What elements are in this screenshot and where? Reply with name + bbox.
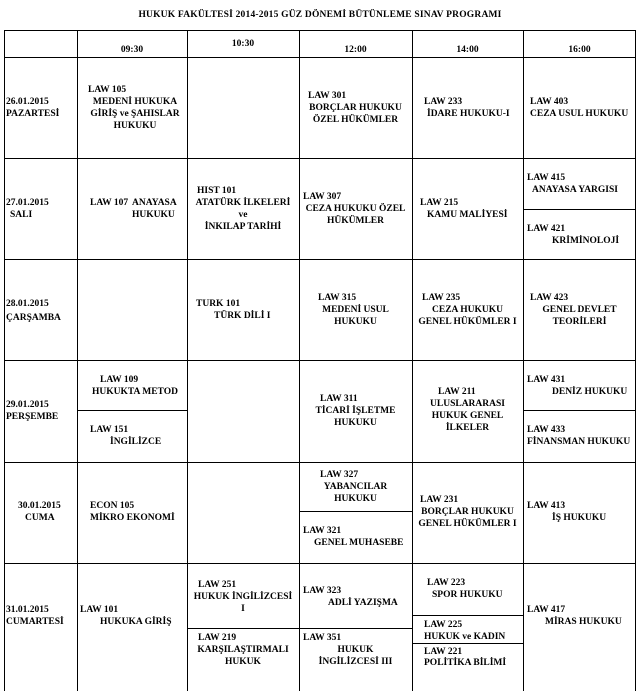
exam-course: İŞ HUKUKU <box>552 513 607 523</box>
exam-code: TURK 101 <box>196 299 241 309</box>
exam-code: LAW 413 <box>527 501 566 511</box>
exam-code: LAW 423 <box>530 293 569 303</box>
exam-code: LAW 403 <box>530 97 569 107</box>
exam-course: YABANCILAR HUKUKU <box>323 482 388 504</box>
grid-line <box>523 30 524 691</box>
exam-code: LAW 327 <box>320 470 359 480</box>
grid-line <box>4 259 636 260</box>
grid-line <box>4 30 5 691</box>
exam-code: LAW 417 <box>527 605 566 615</box>
exam-code: LAW 433 <box>527 425 566 435</box>
grid-line <box>412 643 523 644</box>
exam-code: LAW 421 <box>527 224 566 234</box>
exam-course: TÜRK DİLİ I <box>214 311 271 321</box>
exam-course: HUKUKTA METOD <box>92 387 178 397</box>
grid-line <box>299 30 300 691</box>
exam-code: LAW 101 <box>80 605 119 615</box>
exam-code: LAW 351 <box>303 633 342 643</box>
exam-course: ATATÜRK İLKELERİ ve İNKILAP TARİHİ <box>195 198 291 232</box>
exam-course: BORÇLAR HUKUKU ÖZEL HÜKÜMLER <box>309 103 402 125</box>
exam-course: KARŞILAŞTIRMALI HUKUK <box>197 645 289 667</box>
exam-course: KRİMİNOLOJİ <box>552 236 620 246</box>
exam-code: ECON 105 <box>90 501 135 511</box>
day-date: 26.01.2015 <box>6 97 49 107</box>
exam-code: LAW 415 <box>527 173 566 183</box>
exam-course: MEDENİ USUL HUKUKU <box>322 305 389 327</box>
day-date: 30.01.2015 <box>18 501 61 511</box>
exam-course: ADLİ YAZIŞMA <box>328 598 398 608</box>
exam-course: ANAYASA YARGISI <box>532 185 618 195</box>
day-date: 31.01.2015 <box>6 605 49 615</box>
exam-course: POLİTİKA BİLİMİ <box>424 658 507 668</box>
exam-course: HUKUK İNGİLİZCESİ III <box>318 645 393 667</box>
time-header: 10:30 <box>231 39 255 49</box>
exam-course: SPOR HUKUKU <box>432 590 503 600</box>
exam-code: LAW 105 <box>88 85 127 95</box>
day-name: SALI <box>10 210 33 220</box>
exam-code: LAW 151 <box>90 425 129 435</box>
exam-code: LAW 315 <box>318 293 357 303</box>
page-title: HUKUK FAKÜLTESİ 2014-2015 GÜZ DÖNEMİ BÜTÜNLEME SINAV PROGRAMI <box>138 10 502 20</box>
exam-code: LAW 109 <box>100 375 139 385</box>
time-header: 12:00 <box>344 45 367 55</box>
exam-course: BORÇLAR HUKUKU GENEL HÜKÜMLER I <box>418 507 517 529</box>
exam-course: HUKUK İNGİLİZCESİ I <box>193 592 293 614</box>
exam-course: GENEL DEVLET TEORİLERİ <box>542 305 617 327</box>
grid-line <box>523 209 636 210</box>
exam-course: ANAYASA HUKUKU <box>132 198 177 220</box>
grid-line <box>77 410 187 411</box>
exam-course: MEDENİ HUKUKA GİRİŞ ve ŞAHISLAR HUKUKU <box>90 97 180 131</box>
grid-line <box>4 462 636 463</box>
time-header: 09:30 <box>120 45 144 55</box>
grid-line <box>412 615 523 616</box>
exam-course: GENEL MUHASEBE <box>314 538 404 548</box>
day-name: CUMARTESİ <box>6 617 64 627</box>
day-name: PERŞEMBE <box>6 412 59 422</box>
exam-course: CEZA HUKUKU GENEL HÜKÜMLER I <box>418 305 517 327</box>
exam-code: LAW 221 <box>424 647 463 657</box>
grid-line <box>635 30 636 691</box>
exam-course: CEZA USUL HUKUKU <box>530 109 629 119</box>
time-header: 16:00 <box>568 45 591 55</box>
exam-code: LAW 233 <box>424 97 463 107</box>
exam-code: LAW 235 <box>422 293 461 303</box>
day-name: ÇARŞAMBA <box>6 313 61 323</box>
exam-course: MİKRO EKONOMİ <box>90 513 175 523</box>
grid-line <box>4 158 636 159</box>
exam-course: İDARE HUKUKU-I <box>427 109 510 119</box>
exam-course: HUKUK ve KADIN <box>424 632 506 642</box>
day-date: 27.01.2015 <box>6 198 49 208</box>
exam-course: İNGİLİZCE <box>110 437 162 447</box>
exam-code: LAW 107 <box>90 198 129 208</box>
time-header: 14:00 <box>456 45 479 55</box>
grid-line <box>299 511 412 512</box>
exam-code: LAW 211 <box>438 387 476 397</box>
exam-course: TİCARİ İŞLETME HUKUKU <box>315 406 396 428</box>
grid-line <box>4 57 636 58</box>
exam-course: ULUSLARARASI HUKUK GENEL İLKELER <box>430 399 505 433</box>
exam-course: KAMU MALİYESİ <box>427 210 508 220</box>
exam-code: LAW 223 <box>427 578 466 588</box>
exam-code: LAW 251 <box>198 580 237 590</box>
exam-code: LAW 311 <box>320 394 358 404</box>
grid-line <box>4 360 636 361</box>
exam-course: DENİZ HUKUKU <box>552 387 628 397</box>
exam-course: FİNANSMAN HUKUKU <box>527 437 631 447</box>
exam-code: LAW 431 <box>527 375 566 385</box>
grid-line <box>523 410 636 411</box>
exam-code: LAW 225 <box>424 620 463 630</box>
exam-code: LAW 215 <box>420 198 459 208</box>
grid-line <box>4 30 636 31</box>
exam-code: LAW 219 <box>198 633 237 643</box>
exam-course: CEZA HUKUKU ÖZEL HÜKÜMLER <box>305 204 406 226</box>
grid-line <box>77 30 78 691</box>
day-date: 28.01.2015 <box>6 299 49 309</box>
exam-course: HUKUKA GİRİŞ <box>100 617 172 627</box>
exam-code: LAW 307 <box>303 192 342 202</box>
day-name: PAZARTESİ <box>6 109 60 119</box>
exam-course: MİRAS HUKUKU <box>545 617 622 627</box>
grid-line <box>412 30 413 691</box>
exam-code: LAW 301 <box>308 91 347 101</box>
exam-code: HIST 101 <box>197 186 237 196</box>
exam-code: LAW 321 <box>303 526 342 536</box>
grid-line <box>4 563 636 564</box>
exam-code: LAW 231 <box>420 495 459 505</box>
day-date: 29.01.2015 <box>6 400 49 410</box>
day-name: CUMA <box>25 513 55 523</box>
exam-code: LAW 323 <box>303 586 342 596</box>
